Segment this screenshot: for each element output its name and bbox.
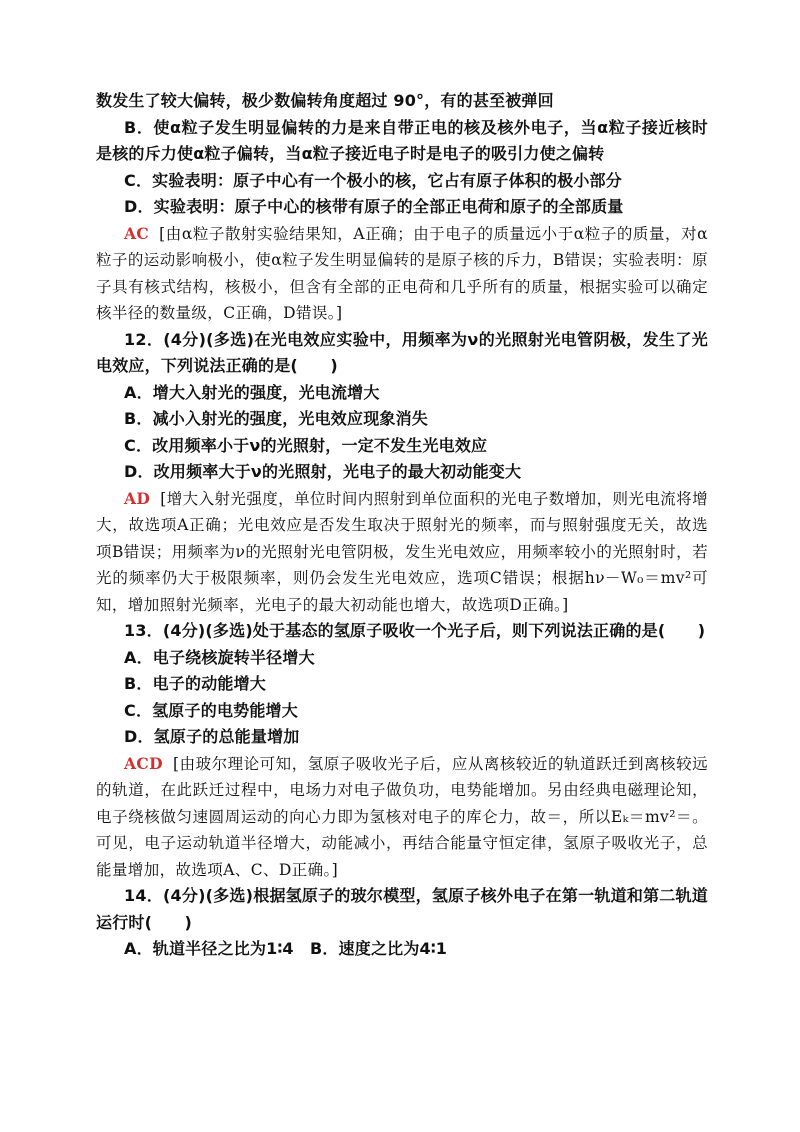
q12-option-b: B．减小入射光的强度，光电效应现象消失 (124, 409, 428, 428)
q13-option-a: A．电子绕核旋转半径增大 (124, 647, 315, 667)
q12-answer-key: AD (124, 488, 151, 508)
q11-stem-tail: 数发生了较大偏转，极少数偏转角度超过 90°，有的甚至被弹回 (96, 91, 554, 110)
q14-stem: 14．(4分)(多选)根据氢原子的玻尔模型，氢原子核外电子在第一轨道和第二轨道运行时( ) (96, 886, 708, 932)
q12-option-a: A．增大入射光的强度，光电流增大 (124, 382, 380, 402)
q13-option-c: C．氢原子的电势能增大 (124, 700, 298, 720)
q12-stem: 12．(4分)(多选)在光电效应实验中，用频率为ν的光照射光电管阴极，发生了光电效应，下列说法正确的是( ) (96, 329, 708, 375)
q12-explanation: [增大入射光强度，单位时间内照射到单位面积的光电子数增加，则光电流将增大，故选项A正确；光电效应是否发生取决于照射光的频率，而与照射强度无关，故选项B错误；用频率为ν的光照射光电管阴极，发生光电效应，用频率较小的光照射时，若光的频率仍大于极限频率，则仍会发生光电效应，选项C错误；根据hν－W₀＝mv²可知，增加照射光频率，光电子的最大初动能也增大，故选项D正确。] (96, 489, 708, 614)
q11-option-c: C．实验表明：原子中心有一个极小的核，它占有原子体积的极小部分 (124, 170, 622, 190)
q13-answer (96, 751, 708, 884)
q11-answer-key: AC (124, 223, 150, 243)
q13-stem: 13．(4分)(多选)处于基态的氢原子吸收一个光子后，则下列说法正确的是( ) (124, 621, 706, 640)
q13-option-d: D．氢原子的总能量增加 (124, 727, 300, 746)
q11-option-d: D．实验表明：原子中心的核带有原子的全部正电荷和原子的全部质量 (124, 197, 624, 216)
q14-options-ab: A．轨道半径之比为1∶4 B．速度之比为4∶1 (124, 939, 448, 958)
q13-option-b: B．电子的动能增大 (124, 674, 266, 693)
q13-explanation: [由玻尔理论可知，氢原子吸收光子后，应从离核较近的轨道跃迁到离核较远的轨道，在此跃迁过程中，电场力对电子做负功，电势能增加。另由经典电磁理论知，电子绕核做匀速圆周运动的向心力即为氢核对电子的库仑力，故＝，所以Eₖ＝mv²＝。可见，电子运动轨道半径增大，动能减小，再结合能量守恒定律，氢原子吸收光子，总能量增加，故选项A、C、D正确。] (96, 754, 708, 879)
q11-answer (96, 221, 708, 327)
q12-option-d: D．改用频率大于ν的光照射，光电子的最大初动能变大 (124, 462, 522, 481)
q13-answer-key: ACD (124, 753, 164, 773)
page-content (96, 88, 708, 963)
q12-option-c: C．改用频率小于ν的光照射，一定不发生光电效应 (124, 435, 488, 455)
q11-explanation: [由α粒子散射实验结果知，A正确；由于电子的质量远小于α粒子的质量，对α粒子的运动影响极小，使α粒子发生明显偏转的是原子核的斥力，B错误；实验表明：原子具有核式结构，核极小，但含有全部的正电荷和几乎所有的质量，根据实验可以确定核半径的数量级，C正确，D错误。] (96, 224, 708, 322)
q12-answer (96, 486, 708, 619)
q11-option-b: B．使α粒子发生明显偏转的力是来自带正电的核及核外电子，当α粒子接近核时是核的斥力使α粒子偏转，当α粒子接近电子时是电子的吸引力使之偏转 (96, 117, 708, 163)
